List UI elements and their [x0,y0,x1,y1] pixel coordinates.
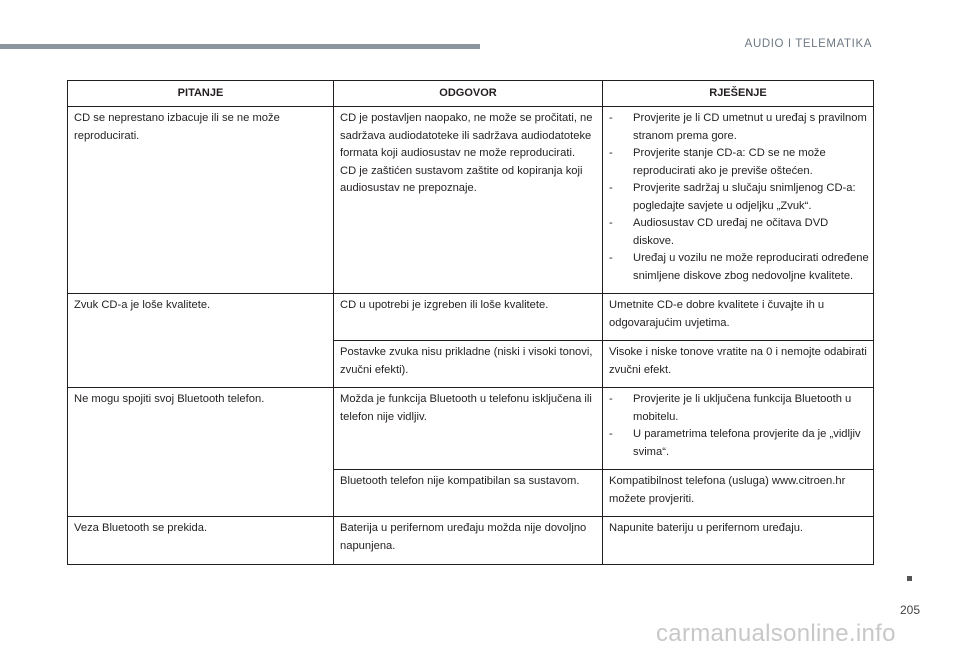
column-header-answer: ODGOVOR [334,81,603,107]
answer-cell: Postavke zvuka nisu prikladne (niski i visoki tonovi, zvučni efekti). [334,341,603,388]
solution-cell: Napunite bateriju u perifernom uređaju. [603,517,874,565]
header-accent-bar [0,44,480,49]
answer-cell: CD u upotrebi je izgreben ili loše kvalitete. [334,294,603,341]
question-cell: CD se neprestano izbacuje ili se ne može reproducirati. [68,107,334,294]
answer-cell [334,107,603,294]
solution-cell: Kompatibilnost telefona (usluga) www.citroen.hr možete provjeriti. [603,470,874,517]
answer-text: CD je postavljen naopako, ne može se pročitati, ne sadržava audiodatoteke ili sadržava audiodatoteke formata koji audiosustav ne može reproducirati. [340,112,593,159]
page-number: 205 [900,603,921,617]
solution-item: - Provjerite je li CD umetnut u uređaj s pravilnom stranom prema gore. [609,110,869,145]
answer-cell: Baterija u perifernom uređaju možda nije dovoljno napunjena. [334,517,603,565]
watermark: carmanualsonline.info [656,620,896,647]
solution-cell [603,107,874,294]
continuation-marker [907,576,912,581]
question-cell: Veza Bluetooth se prekida. [68,517,334,565]
table-row [68,107,874,294]
solution-list [609,110,869,285]
answer-text: CD je zaštićen sustavom zaštite od kopiranja koji audiosustav ne prepoznaje. [340,164,583,194]
solution-cell: Visoke i niske tonove vratite na 0 i nemojte odabirati zvučni efekt. [603,341,874,388]
solution-item: - Uređaj u vozilu ne može reproducirati određene snimljene diskove zbog nedovoljne kvalitete. [609,250,869,285]
solution-item: - Provjerite stanje CD-a: CD se ne može reproducirati ako je previše oštećen. [609,145,869,180]
table-row [68,294,874,341]
solution-item: - Provjerite sadržaj u slučaju snimljenog CD-a: pogledajte savjete u odjeljku „Zvuk“. [609,180,869,215]
solution-item: - Provjerite je li uključena funkcija Bluetooth u mobitelu. [609,391,869,426]
solution-list [609,391,869,461]
question-cell: Zvuk CD-a je loše kvalitete. [68,294,334,388]
column-header-solution: RJEŠENJE [603,81,874,107]
table-row [68,517,874,565]
table-header-row [68,81,874,107]
column-header-question: PITANJE [68,81,334,107]
section-title: AUDIO I TELEMATIKA [744,38,872,50]
solution-cell: Umetnite CD-e dobre kvalitete i čuvajte ih u odgovarajućim uvjetima. [603,294,874,341]
answer-cell: Možda je funkcija Bluetooth u telefonu isključena ili telefon nije vidljiv. [334,388,603,470]
answer-cell: Bluetooth telefon nije kompatibilan sa sustavom. [334,470,603,517]
solution-item: - Audiosustav CD uređaj ne očitava DVD diskove. [609,215,869,250]
troubleshooting-table [67,80,874,565]
table-row [68,388,874,470]
question-cell: Ne mogu spojiti svoj Bluetooth telefon. [68,388,334,517]
solution-cell [603,388,874,470]
solution-item: - U parametrima telefona provjerite da je „vidljiv svima“. [609,426,869,461]
